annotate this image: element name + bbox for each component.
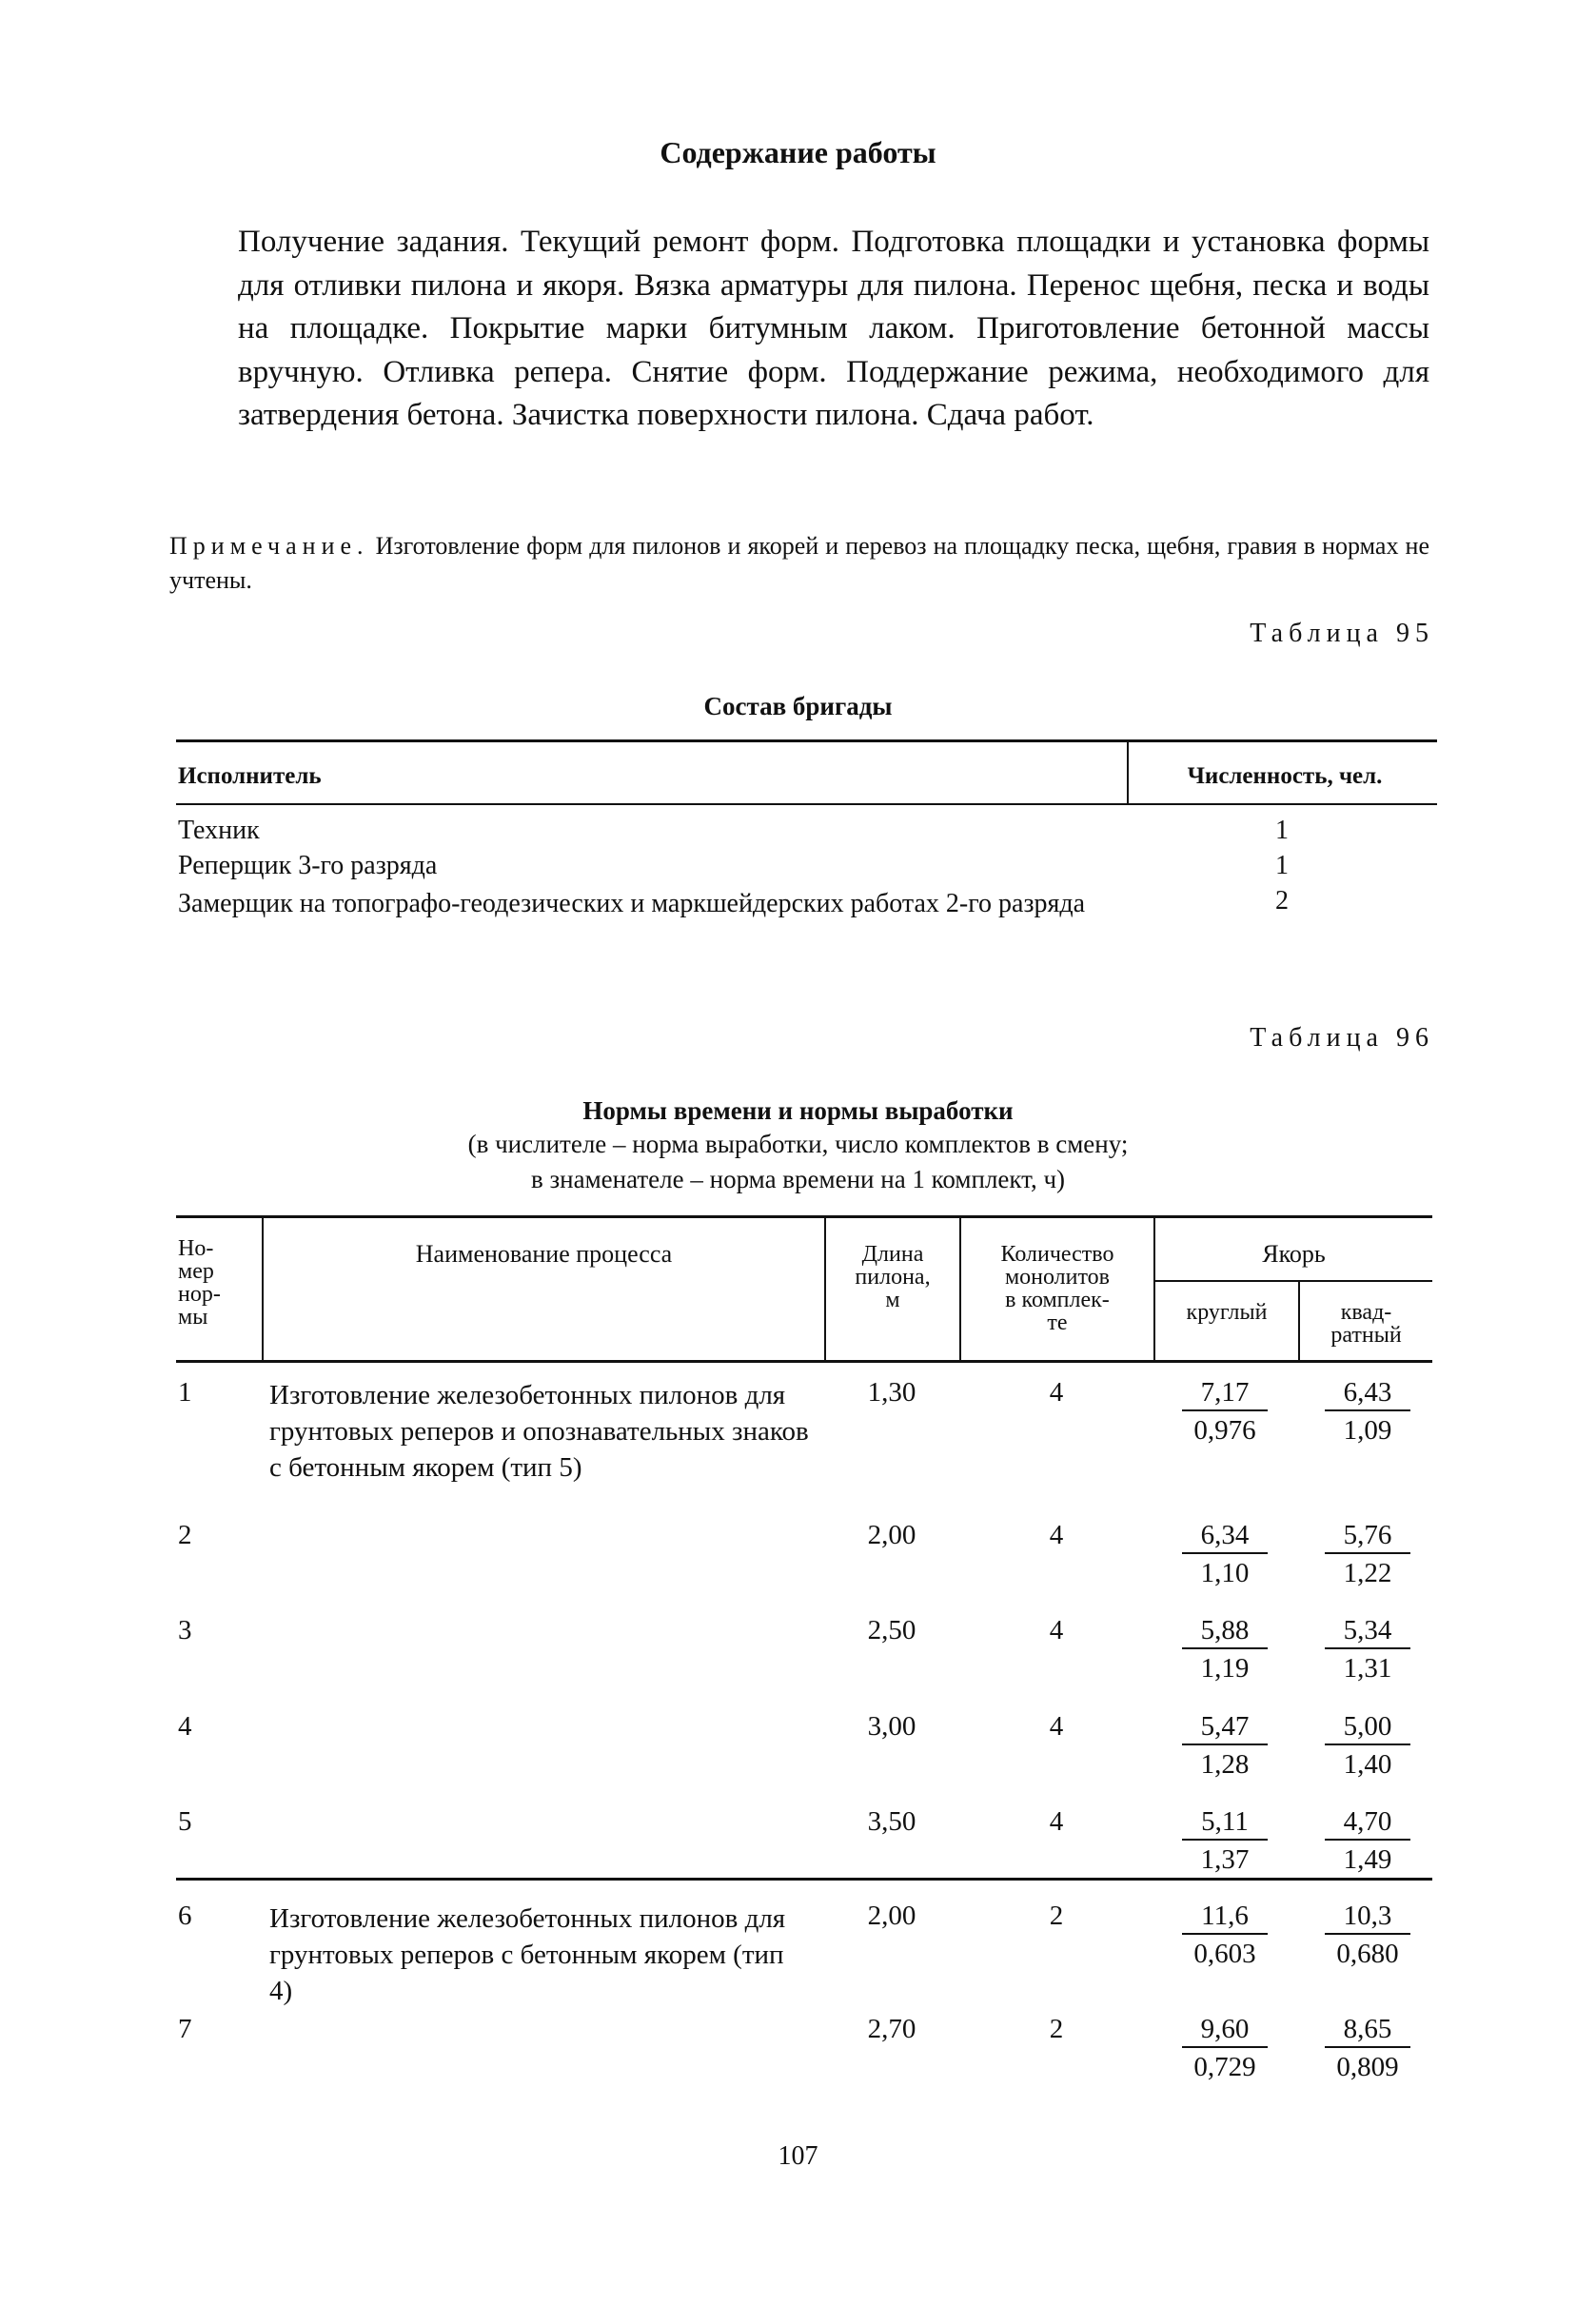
round-anchor-norm [1182, 1709, 1268, 1783]
table95-row-name: Реперщик 3-го разряда [178, 851, 438, 880]
round-anchor-norm [1182, 1375, 1268, 1449]
time-norm: 1,40 [1343, 1749, 1392, 1780]
note-label: Примечание. [169, 532, 369, 560]
output-norm: 5,76 [1325, 1518, 1410, 1554]
output-norm: 5,00 [1325, 1709, 1410, 1745]
monolith-quantity: 4 [1049, 1377, 1064, 1408]
table95-row-count: 2 [1275, 886, 1289, 916]
header-anchor: Якорь [1262, 1240, 1326, 1268]
work-content-paragraph: Получение задания. Текущий ремонт форм. Подготовка площадки и установка формы для отливки пилона и якоря. Вязка арматуры для пилона. Перенос щебня, песка и воды на площадке. Покрытие марки битумным лаком. Приготовление бетонной массы вручную. Отливка репера. Снятие форм. Поддержание режима, необходимого для затвердения бетона. Зачистка поверхности пилона. Сдача работ. [238, 225, 1429, 433]
norm-number: 1 [178, 1377, 192, 1408]
monolith-quantity: 4 [1049, 1520, 1064, 1550]
table96-subtitle: (в числителе – норма выработки, число комплектов в смену; [467, 1130, 1129, 1158]
time-norm: 1,49 [1343, 1844, 1392, 1875]
page-number: 107 [778, 2141, 818, 2171]
table96-title: Нормы времени и нормы выработки [582, 1096, 1014, 1125]
monolith-quantity: 2 [1049, 2014, 1064, 2044]
norm-number: 4 [178, 1711, 192, 1742]
output-norm: 8,65 [1325, 2012, 1410, 2048]
time-norm: 0,729 [1193, 2052, 1256, 2082]
time-norm: 1,09 [1343, 1415, 1392, 1446]
table95-title: Состав бригады [703, 692, 893, 720]
norm-number: 5 [178, 1806, 192, 1837]
table95-row-count: 1 [1275, 816, 1289, 845]
time-norm: 1,19 [1200, 1653, 1250, 1684]
table95-caption: Таблица 95 [1250, 619, 1434, 648]
header-round: круглый [1186, 1300, 1268, 1325]
section-title: Содержание работы [660, 135, 936, 169]
table96-subtitle: в знаменателе – норма времени на 1 комплект, ч) [530, 1165, 1066, 1193]
process-name: Изготовление железобетонных пилонов для грунтовых реперов и опознавательных знаков с бетонным якорем (тип 5) [269, 1380, 809, 1483]
norm-number: 6 [178, 1901, 192, 1931]
monolith-quantity: 4 [1049, 1806, 1064, 1837]
monolith-quantity: 2 [1049, 1901, 1064, 1931]
table96-caption: Таблица 96 [1250, 1023, 1434, 1053]
output-norm: 7,17 [1182, 1375, 1268, 1411]
table95-row-name: Техник [178, 816, 260, 845]
output-norm: 6,43 [1325, 1375, 1410, 1411]
output-norm: 6,34 [1182, 1518, 1268, 1554]
time-norm: 1,37 [1200, 1844, 1250, 1875]
square-anchor-norm [1325, 2012, 1410, 2086]
time-norm: 0,603 [1193, 1939, 1256, 1969]
table95-row-count: 1 [1275, 851, 1289, 880]
time-norm: 1,31 [1343, 1653, 1392, 1684]
output-norm: 9,60 [1182, 2012, 1268, 2048]
round-anchor-norm [1182, 2012, 1268, 2086]
square-anchor-norm [1325, 1375, 1410, 1449]
time-norm: 0,809 [1336, 2052, 1399, 2082]
table95-header-count: Численность, чел. [1187, 763, 1383, 789]
header-process: Наименование процесса [415, 1240, 673, 1268]
round-anchor-norm [1182, 1804, 1268, 1879]
square-anchor-norm [1325, 1709, 1410, 1783]
pylon-length: 3,50 [867, 1806, 916, 1837]
output-norm: 5,11 [1182, 1804, 1268, 1841]
pylon-length: 2,50 [867, 1615, 916, 1645]
square-anchor-norm [1325, 1518, 1410, 1592]
time-norm: 1,10 [1200, 1558, 1250, 1588]
norm-number: 3 [178, 1615, 192, 1645]
square-anchor-norm [1325, 1613, 1410, 1687]
time-norm: 1,28 [1200, 1749, 1250, 1780]
pylon-length: 2,00 [867, 1901, 916, 1931]
output-norm: 5,34 [1325, 1613, 1410, 1649]
round-anchor-norm [1182, 1613, 1268, 1687]
monolith-quantity: 4 [1049, 1711, 1064, 1742]
square-anchor-norm [1325, 1804, 1410, 1879]
header-quantity: Количество монолитов в комплек- те [1000, 1242, 1114, 1335]
table95-row-name: Замерщик на топографо-геодезических и маркшейдерских работах 2-го разряда [178, 889, 1086, 918]
output-norm: 10,3 [1325, 1899, 1410, 1935]
norm-number: 2 [178, 1520, 192, 1550]
note [169, 529, 1429, 598]
pylon-length: 2,00 [867, 1520, 916, 1550]
header-length: Длина пилона, м [855, 1242, 931, 1312]
output-norm: 4,70 [1325, 1804, 1410, 1841]
header-square: квад- ратный [1330, 1300, 1402, 1348]
norm-number: 7 [178, 2014, 192, 2044]
square-anchor-norm [1325, 1899, 1410, 1973]
output-norm: 11,6 [1182, 1899, 1268, 1935]
round-anchor-norm [1182, 1899, 1268, 1973]
header-norm-number: Но- мер нор- мы [178, 1236, 221, 1330]
time-norm: 0,680 [1336, 1939, 1399, 1969]
table95-header-executor: Исполнитель [178, 763, 322, 789]
time-norm: 1,22 [1343, 1558, 1392, 1588]
output-norm: 5,47 [1182, 1709, 1268, 1745]
monolith-quantity: 4 [1049, 1615, 1064, 1645]
pylon-length: 1,30 [867, 1377, 916, 1408]
output-norm: 5,88 [1182, 1613, 1268, 1649]
round-anchor-norm [1182, 1518, 1268, 1592]
pylon-length: 2,70 [867, 2014, 916, 2044]
pylon-length: 3,00 [867, 1711, 916, 1742]
process-name: Изготовление железобетонных пилонов для грунтовых реперов с бетонным якорем (тип 4) [269, 1903, 786, 2006]
time-norm: 0,976 [1193, 1415, 1256, 1446]
note-text: Изготовление форм для пилонов и якорей и перевоз на площадку песка, щебня, гравия в нормах не учтены. [169, 532, 1429, 594]
